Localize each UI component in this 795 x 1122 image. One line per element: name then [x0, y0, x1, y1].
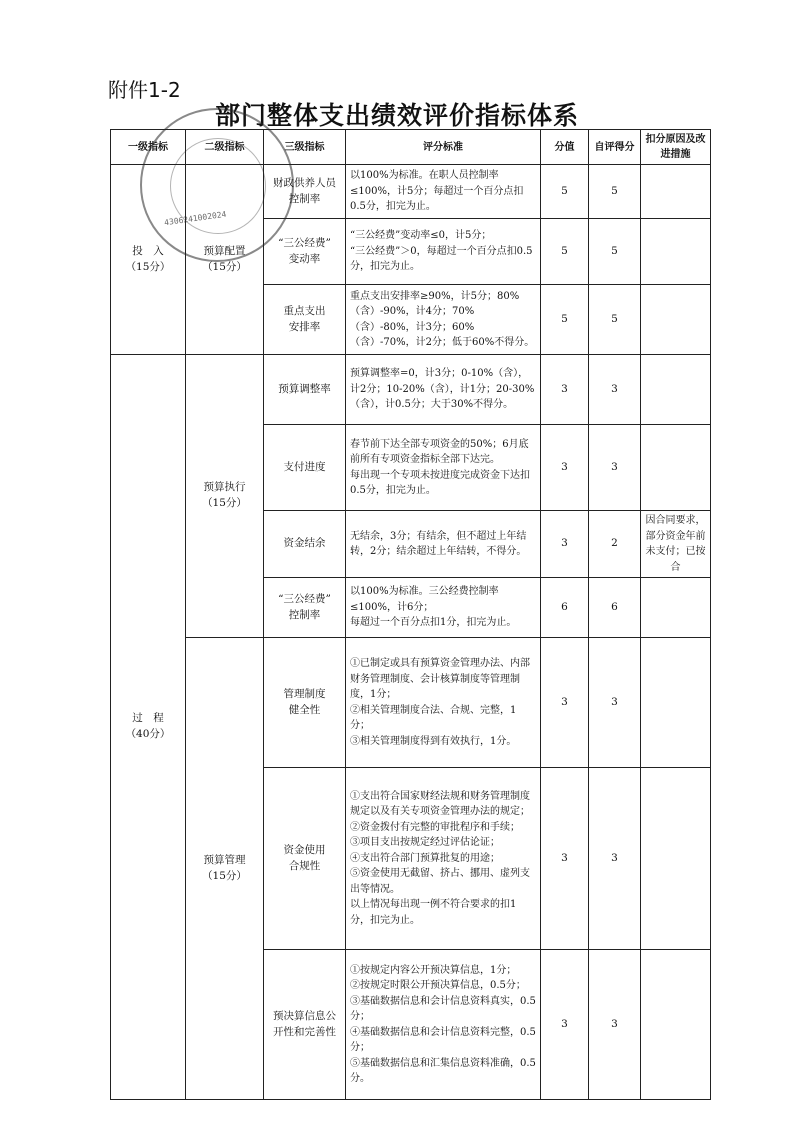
self-score-cell: 5	[589, 165, 641, 219]
self-score-cell: 2	[589, 511, 641, 578]
self-score-cell: 3	[589, 768, 641, 950]
self-score-cell: 3	[589, 638, 641, 768]
note-cell	[641, 638, 711, 768]
col-standard: 评分标准	[346, 130, 541, 165]
note-cell	[641, 425, 711, 511]
table-row	[111, 355, 711, 425]
standard-cell: 预算调整率=0，计3分；0-10%（含），计2分；10-20%（含），计1分；20-30%（含），计0.5分；大于30%不得分。	[346, 355, 541, 425]
score-cell: 5	[541, 219, 589, 285]
col-level3: 三级指标	[264, 130, 346, 165]
col-deduction-reason: 扣分原因及改进措施	[641, 130, 711, 165]
seal-code: 4306241002024	[163, 209, 227, 228]
level2-cell: 预算管理 （15分）	[186, 638, 264, 1100]
level3-cell: 预决算信息公 开性和完善性	[264, 950, 346, 1100]
note-cell	[641, 355, 711, 425]
level3-cell: “三公经费” 变动率	[264, 219, 346, 285]
score-cell: 6	[541, 578, 589, 638]
score-cell: 3	[541, 511, 589, 578]
table-row	[111, 165, 711, 219]
col-score: 分值	[541, 130, 589, 165]
table-row	[111, 638, 711, 768]
note-cell	[641, 768, 711, 950]
score-cell: 3	[541, 950, 589, 1100]
level3-cell: 预算调整率	[264, 355, 346, 425]
note-cell	[641, 165, 711, 219]
col-self-score: 自评得分	[589, 130, 641, 165]
level3-cell: “三公经费” 控制率	[264, 578, 346, 638]
level3-cell: 资金使用 合规性	[264, 768, 346, 950]
page-title: 部门整体支出绩效评价指标体系	[215, 101, 580, 130]
level3-cell: 支付进度	[264, 425, 346, 511]
score-cell: 3	[541, 355, 589, 425]
standard-cell: 春节前下达全部专项资金的50%；6月底前所有专项资金指标全部下达完。 每出现一个专项未按进度完成资金下达扣0.5分，扣完为止。	[346, 425, 541, 511]
self-score-cell: 3	[589, 425, 641, 511]
standard-cell: ①已制定或具有预算资金管理办法、内部财务管理制度、会计核算制度等管理制度，1分； ②相关管理制度合法、合规、完整，1分； ③相关管理制度得到有效执行，1分。	[346, 638, 541, 768]
self-score-cell: 6	[589, 578, 641, 638]
self-score-cell: 5	[589, 219, 641, 285]
note-cell: 因合同要求，部分资金年前未支付；已按合	[641, 511, 711, 578]
standard-cell: 以100%为标准。在职人员控制率≤100%，计5分；每超过一个百分点扣0.5分，扣完为止。	[346, 165, 541, 219]
score-cell: 5	[541, 285, 589, 355]
standard-cell: 以100%为标准。三公经费控制率≤100%，计6分； 每超过一个百分点扣1分，扣完为止。	[346, 578, 541, 638]
indicator-table	[110, 129, 711, 1100]
note-cell	[641, 578, 711, 638]
score-cell: 3	[541, 638, 589, 768]
level3-cell: 管理制度 健全性	[264, 638, 346, 768]
level1-cell: 投 入 （15分）	[111, 165, 186, 355]
annex-label: 附件1-2	[108, 78, 181, 102]
col-level1: 一级指标	[111, 130, 186, 165]
level2-cell: 预算配置 （15分）	[186, 165, 264, 355]
level2-cell: 预算执行 （15分）	[186, 355, 264, 638]
note-cell	[641, 219, 711, 285]
note-cell	[641, 950, 711, 1100]
standard-cell: ①按规定内容公开预决算信息，1分； ②按规定时限公开预决算信息，0.5分； ③基础数据信息和会计信息资料真实，0.5分； ④基础数据信息和会计信息资料完整，0.5分； ⑤基础数据信息和汇集信息资料准确，0.5分。	[346, 950, 541, 1100]
standard-cell: 重点支出安排率≥90%，计5分；80%（含）-90%，计4分；70%（含）-80%，计3分；60%（含）-70%，计2分；低于60%不得分。	[346, 285, 541, 355]
level3-cell: 资金结余	[264, 511, 346, 578]
self-score-cell: 5	[589, 285, 641, 355]
standard-cell: 无结余，3分；有结余，但不超过上年结转，2分；结余超过上年结转，不得分。	[346, 511, 541, 578]
level3-cell: 重点支出 安排率	[264, 285, 346, 355]
score-cell: 3	[541, 425, 589, 511]
col-level2: 二级指标	[186, 130, 264, 165]
score-cell: 5	[541, 165, 589, 219]
table-header-row	[111, 130, 711, 165]
score-cell: 3	[541, 768, 589, 950]
note-cell	[641, 285, 711, 355]
self-score-cell: 3	[589, 950, 641, 1100]
level1-cell: 过 程 （40分）	[111, 355, 186, 1100]
standard-cell: ①支出符合国家财经法规和财务管理制度规定以及有关专项资金管理办法的规定； ②资金拨付有完整的审批程序和手续； ③项目支出按规定经过评估论证； ④支出符合部门预算批复的用途； ⑤资金使用无截留、挤占、挪用、虚列支出等情况。 以上情况每出现一例不符合要求的扣1分，扣完为止。	[346, 768, 541, 950]
level3-cell: 财政供养人员 控制率	[264, 165, 346, 219]
standard-cell: “三公经费”变动率≤0，计5分； “三公经费”＞0，每超过一个百分点扣0.5分，扣完为止。	[346, 219, 541, 285]
self-score-cell: 3	[589, 355, 641, 425]
